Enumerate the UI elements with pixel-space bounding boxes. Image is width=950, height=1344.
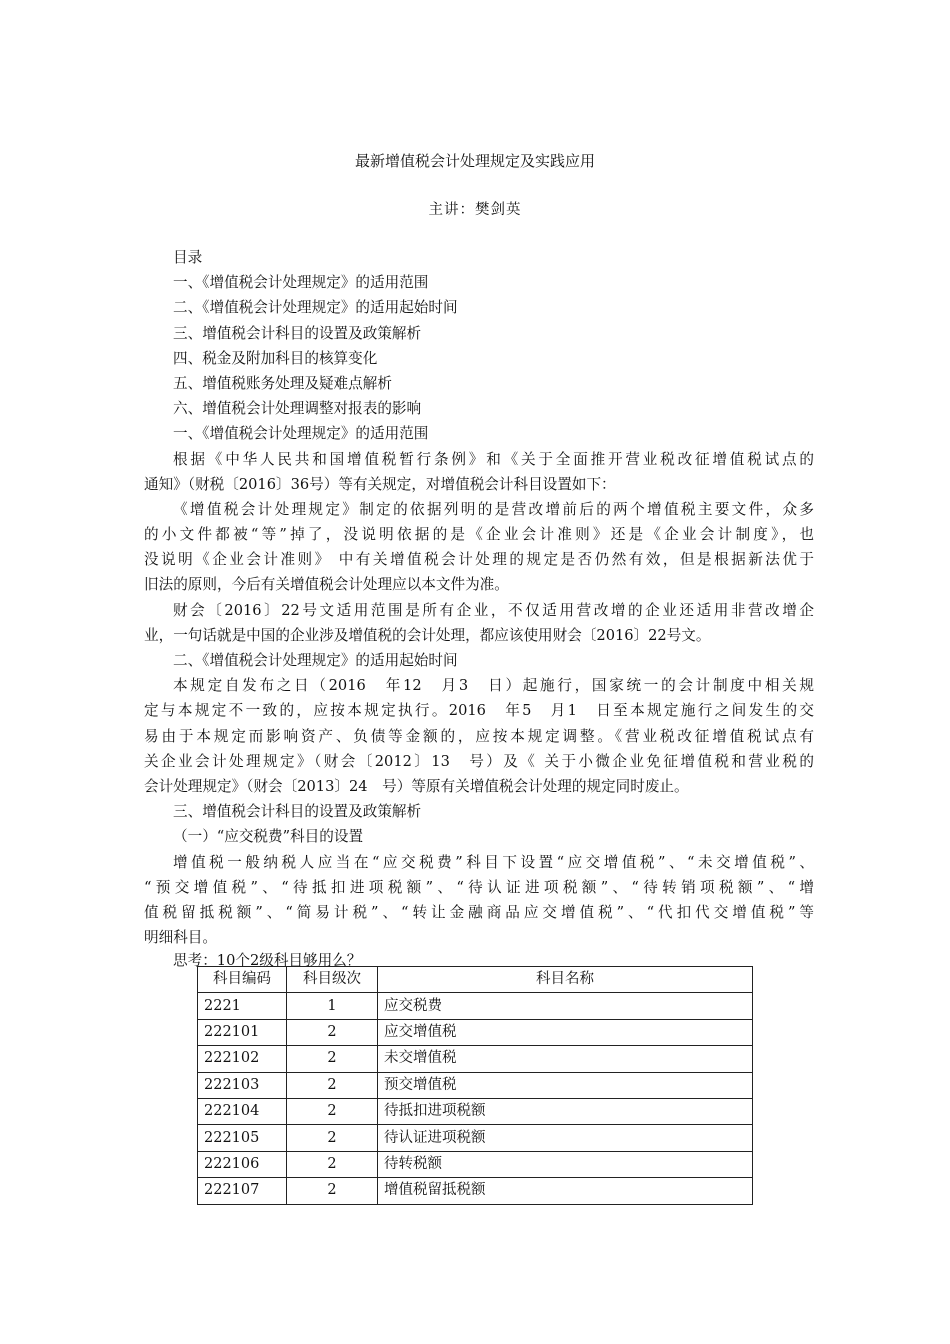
cell-account-code: 222106 (198, 1151, 287, 1177)
paragraph-line: 业，一句话就是中国的企业涉及增值税的会计处理，都应该使用财会〔2016〕22号文。 (144, 626, 711, 644)
paragraph-line: 增值税一般纳税人应当在“应交税费”科目下设置“应交增值税”、“未交增值税”、 (173, 853, 814, 871)
paragraph-line: 值税留抵税额”、“简易计税”、“转让金融商品应交增值税”、“代扣代交增值税”等 (144, 903, 814, 921)
cell-account-level: 2 (287, 1019, 378, 1045)
cell-account-code: 222104 (198, 1098, 287, 1124)
table-row (198, 1046, 753, 1072)
section-heading: 三、增值税会计科目的设置及政策解析 (173, 803, 422, 821)
paragraph-line: “预交增值税”、“待抵扣进项税额”、“待认证进项税额”、“待转销项税额”、“增 (144, 878, 814, 896)
cell-account-level: 2 (287, 1151, 378, 1177)
cell-account-level: 2 (287, 1098, 378, 1124)
toc-item: 三、增值税会计科目的设置及政策解析 (173, 324, 422, 342)
cell-account-code: 222101 (198, 1019, 287, 1045)
cell-account-name: 待转税额 (378, 1151, 753, 1177)
paragraph-line: 旧法的原则，今后有关增值税会计处理应以本文件为准。 (144, 576, 509, 594)
cell-account-code: 222107 (198, 1178, 287, 1204)
paragraph-line: 关企业会计处理规定》（财会〔2012〕13 号）及《 关于小微企业免征增值税和营业税的 (144, 752, 814, 770)
paragraph-line: 会计处理规定》（财会〔2013〕24 号）等原有关增值税会计处理的规定同时废止。 (144, 777, 689, 795)
table-header-row (198, 967, 753, 993)
paragraph-line: 本规定自发布之日（2016 年12 月3 日）起施行，国家统一的会计制度中相关规 (173, 677, 814, 695)
cell-account-code: 222102 (198, 1046, 287, 1072)
cell-account-name: 应交税费 (378, 993, 753, 1019)
subsection-heading: （一）“应交税费”科目的设置 (173, 828, 364, 846)
cell-account-name: 预交增值税 (378, 1072, 753, 1098)
cell-account-code: 2221 (198, 993, 287, 1019)
document-body (144, 245, 814, 972)
toc-item: 一、《增值税会计处理规定》的适用范围 (173, 274, 429, 292)
cell-account-name: 待认证进项税额 (378, 1125, 753, 1151)
table-row (198, 1125, 753, 1151)
lecturer-line: 主讲：樊剑英 (428, 202, 522, 218)
table-row (198, 1072, 753, 1098)
cell-account-level: 1 (287, 993, 378, 1019)
table-row (198, 993, 753, 1019)
cell-account-level: 2 (287, 1178, 378, 1204)
cell-account-level: 2 (287, 1072, 378, 1098)
paragraph-line: 《增值税会计处理规定》制定的依据列明的是营改增前后的两个增值税主要文件，众多 (173, 500, 814, 518)
paragraph-line: 根据《中华人民共和国增值税暂行条例》和《关于全面推开营业税改征增值税试点的 (173, 450, 814, 468)
toc-item: 二、《增值税会计处理规定》的适用起始时间 (173, 299, 458, 317)
header-account-name: 科目名称 (378, 967, 753, 993)
toc-item: 六、增值税会计处理调整对报表的影响 (173, 400, 422, 418)
cell-account-name: 未交增值税 (378, 1046, 753, 1072)
section-heading: 二、《增值税会计处理规定》的适用起始时间 (173, 652, 458, 669)
think-question: 思考：10个2级科目够用么？ (173, 952, 362, 970)
cell-account-code: 222105 (198, 1125, 287, 1151)
paragraph-line: 明细科目。 (144, 929, 217, 947)
toc-item: 五、增值税账务处理及疑难点解析 (173, 374, 392, 392)
paragraph-line: 没说明《企业会计准则》 中有关增值税会计处理的规定是否仍然有效，但是根据新法优于 (144, 551, 814, 569)
cell-account-name: 增值税留抵税额 (378, 1178, 753, 1204)
account-table (197, 966, 753, 1205)
table-row (198, 1151, 753, 1177)
paragraph-line: 定与本规定不一致的，应按本规定执行。2016 年5 月1 日至本规定施行之间发生的交 (144, 702, 814, 720)
paragraph-line: 易由于本规定而影响资产、负债等金额的，应按本规定调整。《营业税改征增值税试点有 (144, 727, 814, 745)
paragraph-line: 通知》（财税〔2016〕36号）等有关规定，对增值税会计科目设置如下： (144, 475, 616, 493)
paragraph-line: 的小文件都被“等”掉了，没说明依据的是《企业会计准则》还是《企业会计制度》，也 (144, 526, 814, 544)
header-account-level: 科目级次 (287, 967, 378, 993)
cell-account-name: 待抵扣进项税额 (378, 1098, 753, 1124)
section-heading: 一、《增值税会计处理规定》的适用范围 (173, 425, 429, 443)
paragraph-line: 财会〔2016〕22号文适用范围是所有企业，不仅适用营改增的企业还适用非营改增企 (173, 601, 814, 619)
cell-account-level: 2 (287, 1046, 378, 1072)
document-title: 最新增值税会计处理规定及实践应用 (354, 152, 595, 170)
toc-heading: 目录 (173, 249, 203, 266)
cell-account-code: 222103 (198, 1072, 287, 1098)
cell-account-level: 2 (287, 1125, 378, 1151)
toc-item: 四、税金及附加科目的核算变化 (173, 349, 378, 367)
header-account-code: 科目编码 (198, 967, 287, 993)
table-row (198, 1098, 753, 1124)
cell-account-name: 应交增值税 (378, 1019, 753, 1045)
table-row (198, 1019, 753, 1045)
table-row (198, 1178, 753, 1204)
